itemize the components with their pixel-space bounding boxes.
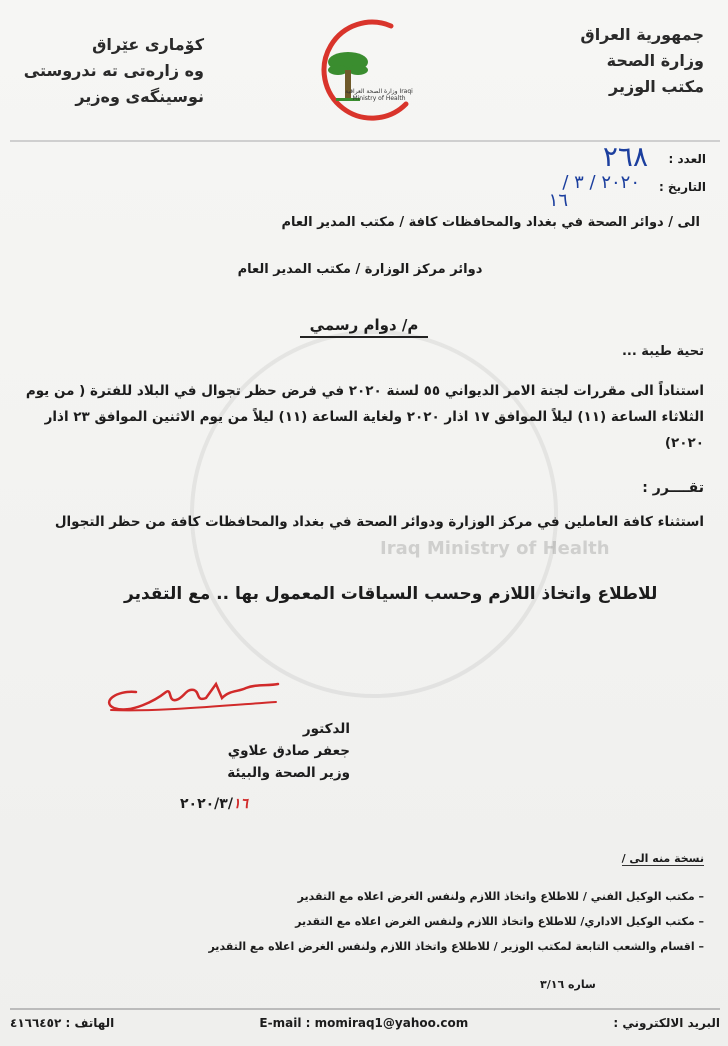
- decision-heading: تقــــرر :: [642, 480, 704, 496]
- recipient-line: الى / دوائر الصحة في بغداد والمحافظات كافة / مكتب المدير العام: [281, 215, 700, 230]
- signer-name: جعفر صادق علاوي: [227, 743, 350, 759]
- watermark-text: Iraq Ministry of Health: [380, 538, 610, 559]
- signer-title: الدكتور: [302, 721, 350, 737]
- footer: [10, 1016, 720, 1030]
- cc-item: – مكتب الوكيل الفني / للاطلاع واتخاذ اللازم ولنفس الغرض اعلاه مع التقدير: [64, 884, 704, 909]
- cc-item: – مكتب الوكيل الاداري/ للاطلاع واتخاذ اللازم ولنفس الغرض اعلاه مع التقدير: [64, 909, 704, 934]
- logo-caption: وزارة الصحة العراقية Iraqi Ministry of Health: [345, 88, 413, 102]
- header-ku-line: وه زارەتى تە ندروستى: [23, 61, 204, 80]
- header-ku-line: نوسينگەى وەزير: [75, 87, 204, 106]
- header-ar-line: وزارة الصحة: [606, 51, 704, 70]
- header-kurdish: [14, 32, 204, 110]
- signature-date-prefix: ٢٠٢٠/٣/: [180, 796, 233, 812]
- date-day: ١٦: [548, 190, 568, 211]
- phone-label: الهاتف :: [65, 1016, 115, 1030]
- header-ku-line: كۆمارى عێراق: [92, 35, 204, 54]
- footer-email: E-mail : momiraq1@yahoo.com: [259, 1016, 469, 1030]
- signature-block: [180, 718, 350, 784]
- handwritten-signature: [96, 662, 286, 722]
- header-ar-line: جمهورية العراق: [580, 25, 704, 44]
- cc-title: نسخة منه الى /: [621, 852, 704, 865]
- recipient-line-2: دوائر مركز الوزارة / مكتب المدير العام: [237, 262, 483, 277]
- cc-item: – اقسام والشعب التابعة لمكتب الوزير / للاطلاع واتخاذ اللازم ولنفس الغرض اعلاه مع التقدير: [64, 934, 704, 959]
- phone-value: ٤١٦٦٤٥٢: [10, 1016, 62, 1030]
- body-paragraph: استناداً الى مقررات لجنة الامر الديواني ٥٥ لسنة ٢٠٢٠ في فرض حظر تجوال في البلاد للفترة ( من يوم الثلاثاء الساعة (١١) ليلاً الموافق ١٧ اذار ٢٠٢٠ ولغاية الساعة (١١) ليلاً من يوم الاثنين الموافق ٢٣ اذار ٢٠٢٠): [25, 383, 704, 451]
- header-arabic: [504, 22, 704, 100]
- ministry-logo: [296, 14, 436, 124]
- footer-phone: [10, 1016, 114, 1030]
- signer-position: وزير الصحة والبيئة: [227, 765, 350, 781]
- initials-note: ساره ٣/١٦: [540, 978, 596, 991]
- date-label: التاريخ :: [658, 180, 706, 194]
- signature-date-day: ١٦: [232, 796, 248, 812]
- number-value: ٢٦٨: [602, 140, 648, 173]
- number-label: العدد :: [668, 152, 706, 166]
- footer-email-label: البريد الالكتروني :: [613, 1016, 720, 1030]
- header-ar-line: مكتب الوزير: [609, 77, 704, 96]
- footer-divider: [10, 1008, 720, 1010]
- closing-line: للاطلاع واتخاذ اللازم وحسب السياقات المعمول بها .. مع التقدير: [124, 584, 658, 604]
- exemption-text: استثناء كافة العاملين في مركز الوزارة ودوائر الصحة في بغداد والمحافظات كافة من حظر التجوال: [54, 514, 704, 530]
- signature-date: [180, 796, 248, 812]
- cc-list: [64, 884, 704, 959]
- subject-text: م/ دوام رسمي: [300, 316, 429, 338]
- date-value: ٢٠٢٠ / ٣ /: [562, 172, 640, 193]
- greeting: تحية طيبة ...: [621, 344, 704, 359]
- subject-line: [0, 316, 728, 334]
